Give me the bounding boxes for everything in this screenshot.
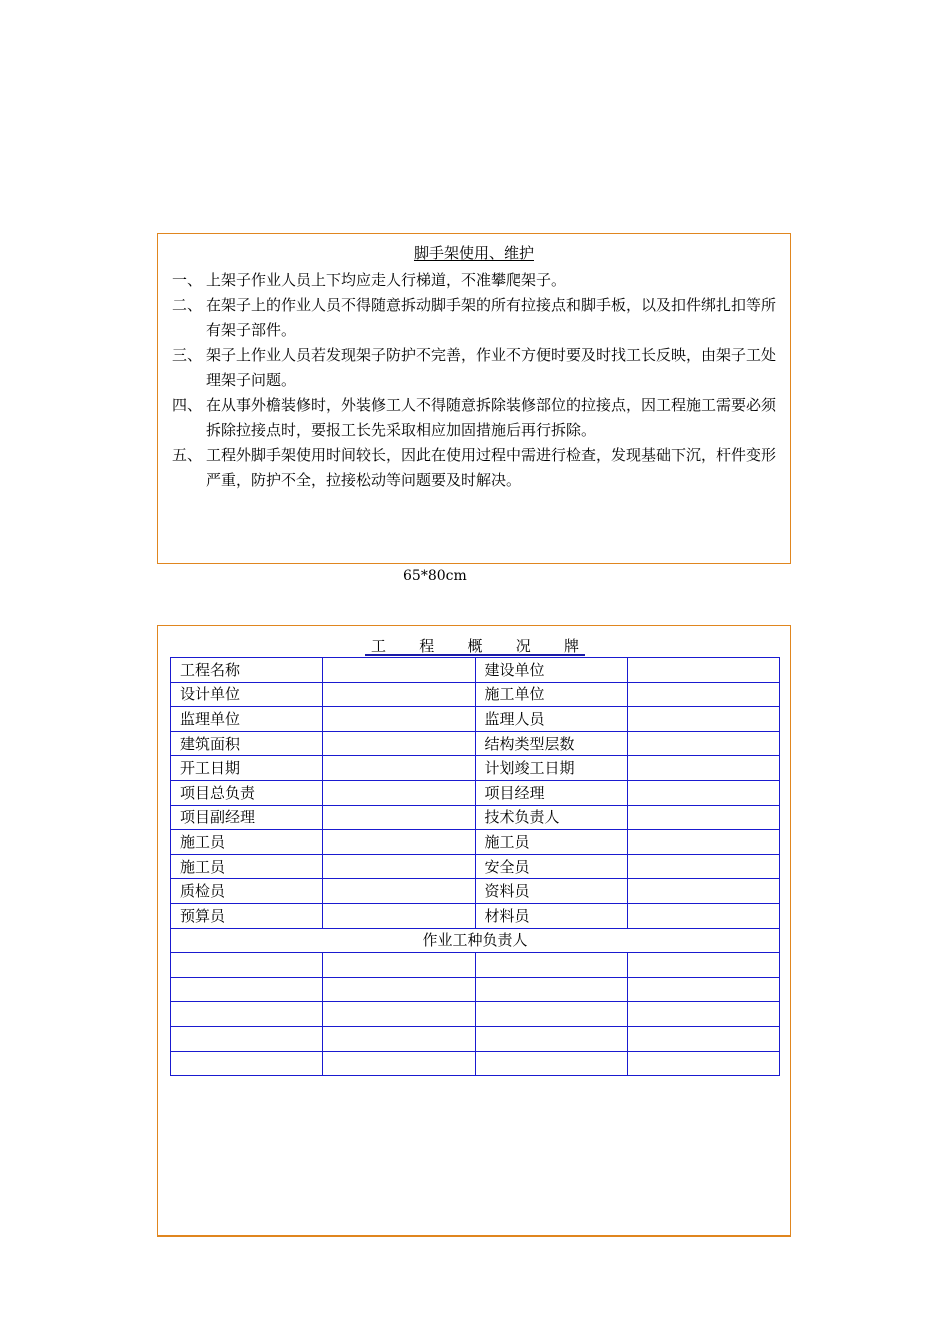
table-row [171,903,780,928]
blank-cell[interactable] [475,953,627,978]
rule-text: 架子上作业人员若发现架子防护不完善，作业不方便时要及时找工长反映，由架子工处理架子问题。 [206,346,777,389]
blank-cell[interactable] [171,953,323,978]
blank-cell[interactable] [171,1026,323,1051]
label-cell: 施工单位 [475,682,627,707]
rule-item [172,393,782,443]
table-row [171,682,780,707]
value-cell[interactable] [627,805,779,830]
blank-cell[interactable] [171,1051,323,1076]
blank-cell[interactable] [171,977,323,1002]
blank-cell[interactable] [475,1002,627,1027]
value-cell[interactable] [627,658,779,683]
label-cell: 项目总负责 [171,780,323,805]
rule-text: 在从事外檐装修时，外装修工人不得随意拆除装修部位的拉接点，因工程施工需要必须拆除拉接点时，要报工长先采取相应加固措施后再行拆除。 [206,396,777,439]
scaffold-notice-title: 脚手架使用、维护 [413,244,534,262]
value-cell[interactable] [323,805,475,830]
rule-number: 三、 [172,346,203,364]
value-cell[interactable] [323,707,475,732]
value-cell[interactable] [323,830,475,855]
value-cell[interactable] [627,731,779,756]
value-cell[interactable] [323,780,475,805]
label-cell: 设计单位 [171,682,323,707]
value-cell[interactable] [627,879,779,904]
project-board-title: 工 程 概 况 牌 [365,636,585,656]
table-row [171,928,780,953]
label-cell: 项目经理 [475,780,627,805]
label-cell: 工程名称 [171,658,323,683]
section-header: 作业工种负责人 [171,928,780,953]
rule-number: 五、 [172,446,203,464]
label-cell: 计划竣工日期 [475,756,627,781]
label-cell: 监理单位 [171,707,323,732]
rule-number: 四、 [172,396,203,414]
label-cell: 施工员 [171,830,323,855]
label-cell: 技术负责人 [475,805,627,830]
value-cell[interactable] [627,854,779,879]
rule-item [172,443,782,493]
value-cell[interactable] [323,756,475,781]
blank-cell[interactable] [627,1026,779,1051]
value-cell[interactable] [323,854,475,879]
project-info-table [170,657,780,1076]
label-cell: 建筑面积 [171,731,323,756]
label-cell: 材料员 [475,903,627,928]
table-row [171,977,780,1002]
blank-cell[interactable] [627,1051,779,1076]
rules-list [172,268,782,493]
label-cell: 项目副经理 [171,805,323,830]
table-row [171,830,780,855]
label-cell: 安全员 [475,854,627,879]
value-cell[interactable] [323,903,475,928]
table-row [171,805,780,830]
table-row [171,854,780,879]
rule-text: 工程外脚手架使用时间较长，因此在使用过程中需进行检查，发现基础下沉，杆件变形严重，防护不全，拉接松动等问题要及时解决。 [206,446,777,489]
value-cell[interactable] [323,879,475,904]
value-cell[interactable] [627,903,779,928]
table-row [171,1026,780,1051]
project-overview-board [157,625,791,1237]
blank-cell[interactable] [627,953,779,978]
value-cell[interactable] [627,756,779,781]
rule-item [172,293,782,343]
blank-cell[interactable] [323,1026,475,1051]
table-row [171,1002,780,1027]
value-cell[interactable] [323,731,475,756]
size-caption: 65*80cm [403,568,467,584]
value-cell[interactable] [627,707,779,732]
table-row [171,756,780,781]
rule-item [172,268,782,293]
blank-cell[interactable] [323,1002,475,1027]
blank-cell[interactable] [323,953,475,978]
blank-cell[interactable] [627,977,779,1002]
blank-cell[interactable] [475,1051,627,1076]
label-cell: 建设单位 [475,658,627,683]
blank-cell[interactable] [323,977,475,1002]
label-cell: 施工员 [475,830,627,855]
blank-cell[interactable] [627,1002,779,1027]
blank-cell[interactable] [171,1002,323,1027]
table-row [171,953,780,978]
table-row [171,707,780,732]
label-cell: 质检员 [171,879,323,904]
rule-text: 在架子上的作业人员不得随意拆动脚手架的所有拉接点和脚手板，以及扣件绑扎扣等所有架子部件。 [206,296,777,339]
blank-cell[interactable] [475,977,627,1002]
rule-item [172,343,782,393]
value-cell[interactable] [627,780,779,805]
label-cell: 监理人员 [475,707,627,732]
label-cell: 施工员 [171,854,323,879]
label-cell: 资料员 [475,879,627,904]
value-cell[interactable] [627,830,779,855]
rule-number: 二、 [172,296,203,314]
rule-number: 一、 [172,271,203,289]
label-cell: 结构类型层数 [475,731,627,756]
label-cell: 开工日期 [171,756,323,781]
label-cell: 预算员 [171,903,323,928]
value-cell[interactable] [627,682,779,707]
table-row [171,731,780,756]
value-cell[interactable] [323,682,475,707]
blank-cell[interactable] [475,1026,627,1051]
value-cell[interactable] [323,658,475,683]
blank-cell[interactable] [323,1051,475,1076]
table-row [171,658,780,683]
table-row [171,1051,780,1076]
scaffold-notice-board [157,233,791,564]
table-row [171,780,780,805]
rule-text: 上架子作业人员上下均应走人行梯道，不准攀爬架子。 [206,271,567,289]
table-row [171,879,780,904]
